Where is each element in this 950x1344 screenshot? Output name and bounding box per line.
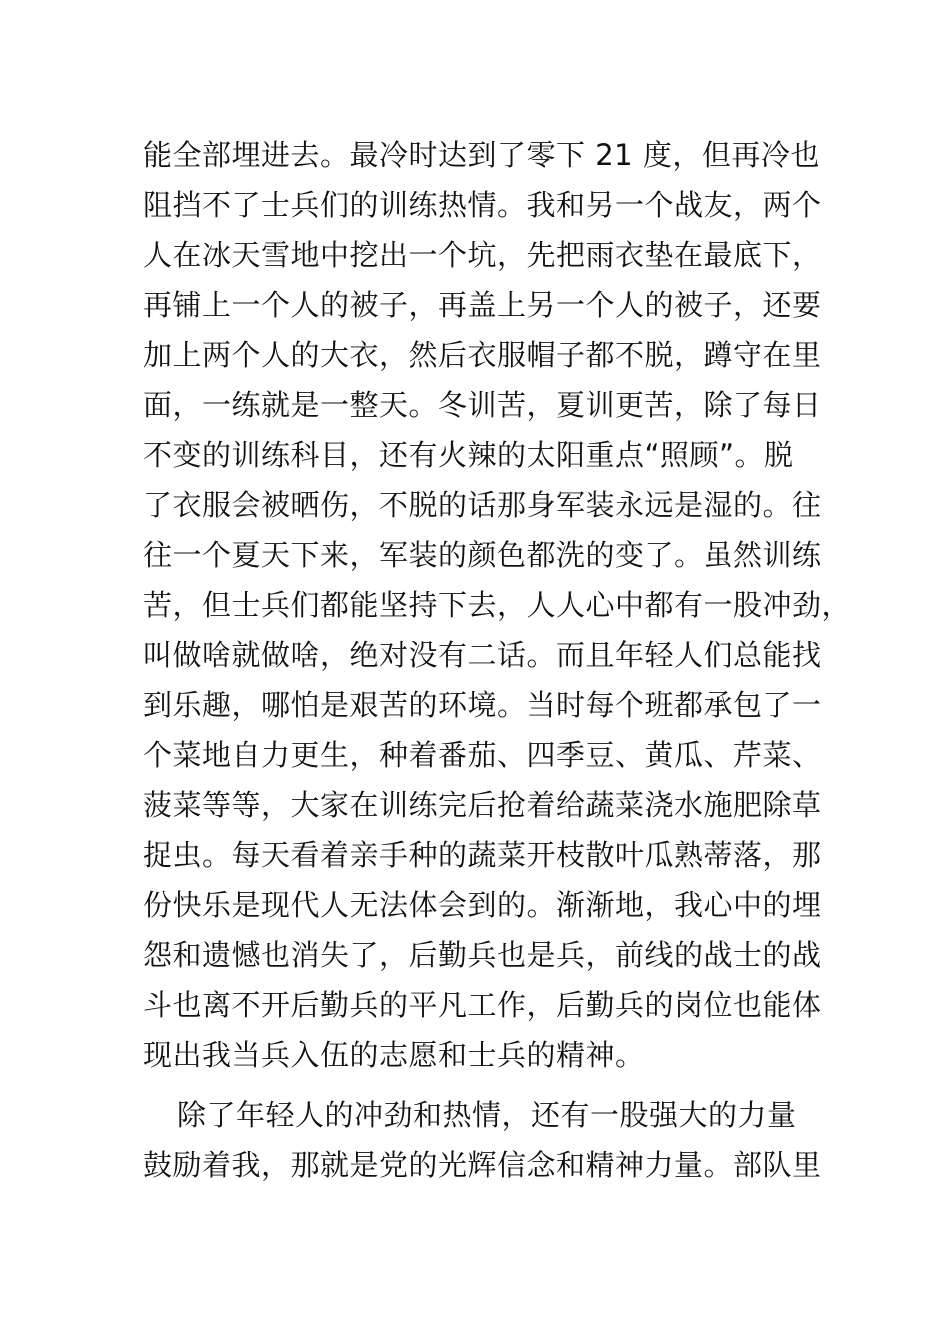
text-line: 斗也离不开后勤兵的平凡工作，后勤兵的岗位也能体 xyxy=(143,988,822,1022)
text-line: 不变的训练科目，还有火辣的太阳重点“照顾”。脱 xyxy=(143,438,794,472)
text-line: 除了年轻人的冲劲和热情，还有一股强大的力量 xyxy=(177,1098,797,1132)
text-line: 苦，但士兵们都能坚持下去，人人心中都有一股冲劲， xyxy=(143,588,852,622)
text-line: 再铺上一个人的被子，再盖上另一个人的被子，还要 xyxy=(143,288,822,322)
text-line: 个菜地自力更生，种着番茄、四季豆、黄瓜、芹菜、 xyxy=(143,738,822,772)
text-line: 叫做啥就做啥，绝对没有二话。而且年轻人们总能找 xyxy=(143,638,822,672)
text-line: 了衣服会被晒伤，不脱的话那身军装永远是湿的。往 xyxy=(143,488,822,522)
paragraph-gap xyxy=(143,1080,823,1090)
text-line: 能全部埋进去。最冷时达到了零下 21 度，但再冷也 xyxy=(143,138,820,172)
text-line: 捉虫。每天看着亲手种的蔬菜开枝散叶瓜熟蒂落，那 xyxy=(143,838,822,872)
text-line: 到乐趣，哪怕是艰苦的环境。当时每个班都承包了一 xyxy=(143,688,822,722)
text-line: 人在冰天雪地中挖出一个坑，先把雨衣垫在最底下， xyxy=(143,238,822,272)
paragraph-1 xyxy=(143,130,852,1080)
text-line: 面，一练就是一整天。冬训苦，夏训更苦，除了每日 xyxy=(143,388,822,422)
text-line: 份快乐是现代人无法体会到的。渐渐地，我心中的埋 xyxy=(143,888,822,922)
paragraph-2 xyxy=(143,1090,823,1190)
text-line: 阻挡不了士兵们的训练热情。我和另一个战友，两个 xyxy=(143,188,822,222)
text-line: 加上两个人的大衣，然后衣服帽子都不脱，蹲守在里 xyxy=(143,338,822,372)
text-line: 现出我当兵入伍的志愿和士兵的精神。 xyxy=(143,1038,645,1072)
body-text xyxy=(143,130,852,1190)
text-line: 鼓励着我，那就是党的光辉信念和精神力量。部队里 xyxy=(143,1148,822,1182)
text-line: 怨和遗憾也消失了，后勤兵也是兵，前线的战士的战 xyxy=(143,938,822,972)
text-line: 菠菜等等，大家在训练完后抢着给蔬菜浇水施肥除草 xyxy=(143,788,822,822)
text-line: 往一个夏天下来，军装的颜色都洗的变了。虽然训练 xyxy=(143,538,822,572)
